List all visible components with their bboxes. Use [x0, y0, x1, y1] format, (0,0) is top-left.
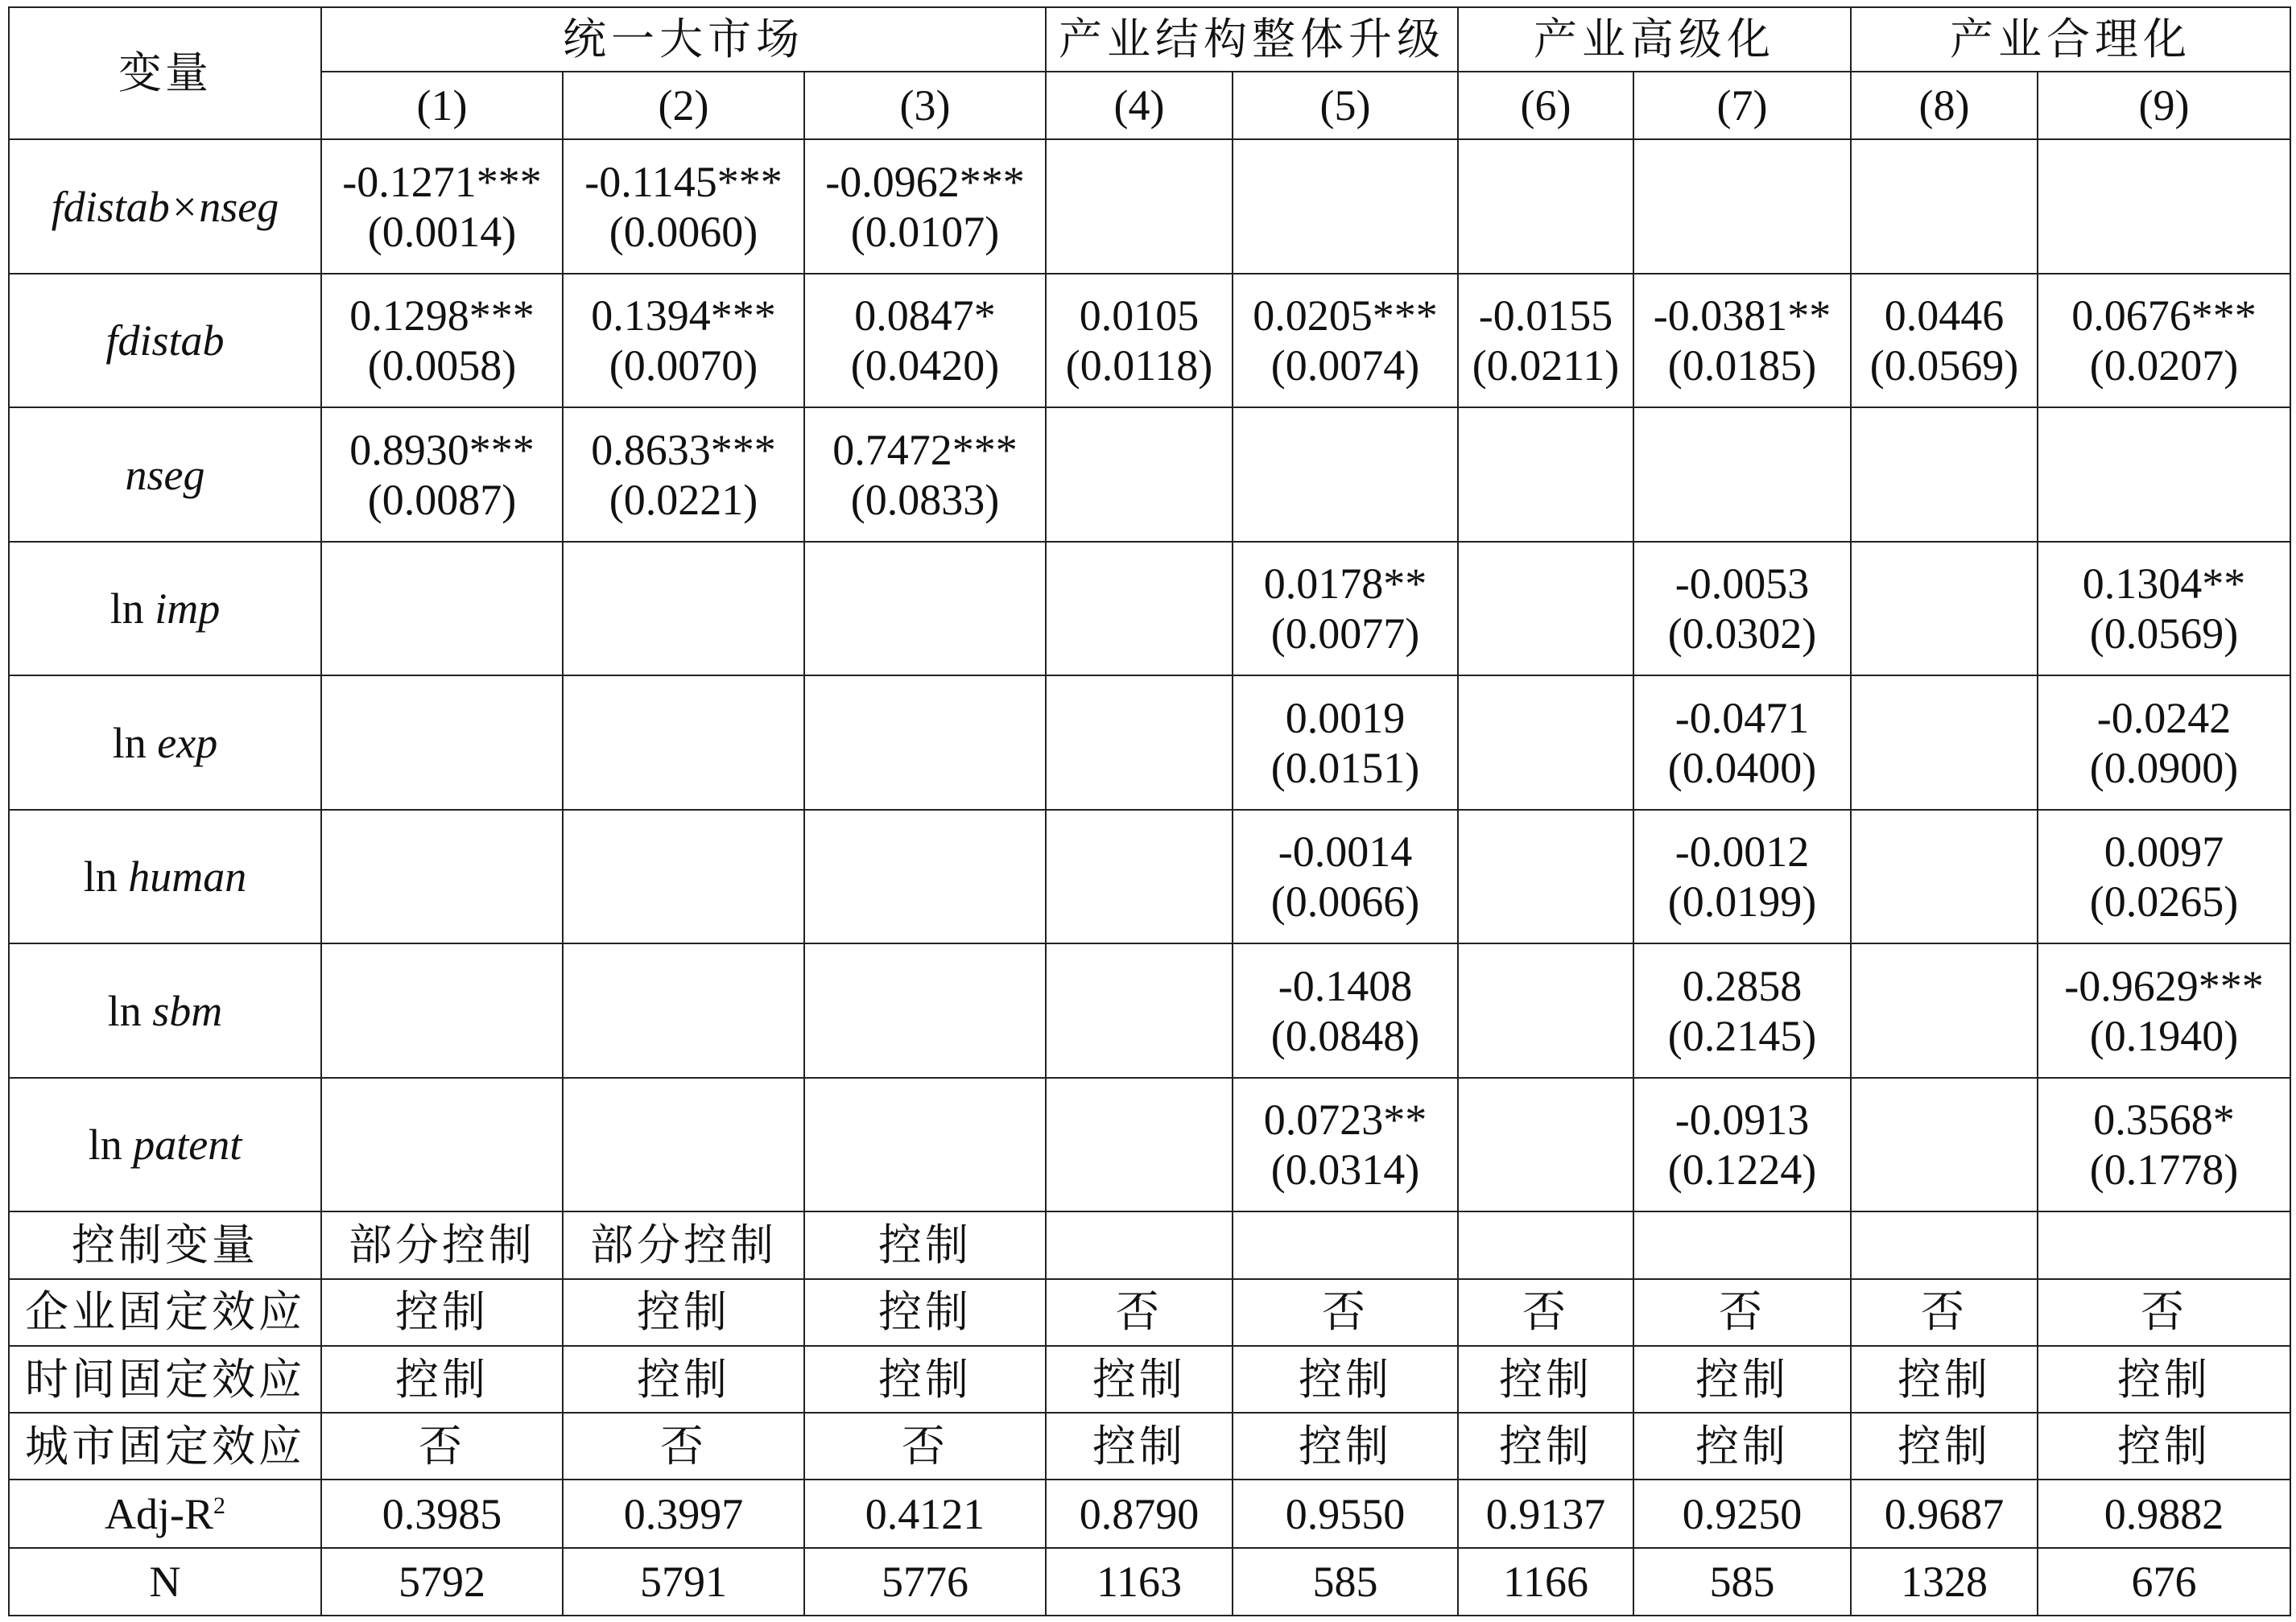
coefficient: -0.0913: [1675, 1096, 1810, 1145]
coef-cell: [321, 943, 563, 1078]
coef-cell: [1633, 139, 1851, 274]
control-cell: 控制: [804, 1346, 1046, 1413]
coefficient: -0.1271***: [342, 157, 542, 206]
coef-cell: [2038, 542, 2290, 676]
coef-cell: [804, 810, 1046, 944]
stat-cell: 585: [1233, 1548, 1458, 1616]
coefficient: 0.8633***: [591, 425, 776, 474]
coefficient: 0.0847*: [854, 291, 996, 340]
coef-cell: [1458, 810, 1633, 944]
coef-cell: [1851, 274, 2038, 408]
std-error: (0.0569): [2089, 609, 2239, 658]
control-cell: 否: [1458, 1279, 1633, 1346]
coef-cell: [1633, 810, 1851, 944]
coefficient: -0.0962***: [825, 157, 1025, 206]
coef-cell: [2038, 407, 2290, 542]
coef-cell: [1851, 943, 2038, 1078]
coef-cell: [1458, 675, 1633, 810]
coef-row: [9, 675, 2290, 810]
ln-prefix: ln: [109, 584, 155, 634]
variable-name: imp: [155, 584, 221, 634]
control-cell: 控制: [321, 1346, 563, 1413]
coef-cell: [1458, 1078, 1633, 1212]
coef-cell: [1633, 943, 1851, 1078]
coef-cell: [1046, 274, 1233, 408]
variable-label: [9, 274, 321, 408]
coef-cell: [563, 139, 804, 274]
coef-cell: [804, 542, 1046, 676]
column-number: (7): [1633, 72, 1851, 139]
regression-table: [8, 6, 2291, 1616]
coefficient: 0.0723**: [1263, 1096, 1427, 1145]
coef-row: [9, 810, 2290, 944]
coef-cell: [1633, 542, 1851, 676]
group-header: 产业高级化: [1458, 7, 1851, 72]
control-cell: 控制: [1233, 1346, 1458, 1413]
coef-cell: [1046, 542, 1233, 676]
coef-cell: [321, 1078, 563, 1212]
coef-cell: [804, 943, 1046, 1078]
std-error: (0.0014): [367, 207, 517, 256]
std-error: (0.0211): [1472, 341, 1620, 390]
control-cell: 否: [1851, 1279, 2038, 1346]
coefficient: -0.0155: [1478, 291, 1613, 340]
variable-name: patent: [133, 1121, 242, 1170]
variable-label: [9, 542, 321, 676]
control-cell: 控制: [1851, 1413, 2038, 1480]
coef-cell: [1046, 407, 1233, 542]
std-error: (0.0058): [367, 341, 517, 390]
coefficient: 0.1394***: [591, 291, 776, 340]
coef-cell: [1851, 675, 2038, 810]
variable-name: nseg: [125, 450, 205, 499]
coef-row: [9, 943, 2290, 1078]
control-cell: [2038, 1211, 2290, 1278]
coef-cell: [804, 1078, 1046, 1212]
column-number: (4): [1046, 72, 1233, 139]
control-label: 控制变量: [9, 1211, 321, 1278]
coef-cell: [321, 542, 563, 676]
std-error: (0.0185): [1667, 341, 1817, 390]
coef-cell: [804, 274, 1046, 408]
std-error: (0.0900): [2089, 743, 2239, 792]
stat-cell: 5776: [804, 1548, 1046, 1616]
coefficient: 0.0178**: [1263, 559, 1427, 609]
std-error: (0.1224): [1667, 1145, 1817, 1195]
coefficient: 0.8930***: [349, 425, 535, 474]
coef-cell: [1233, 274, 1458, 408]
coef-cell: [2038, 810, 2290, 944]
control-cell: 控制: [1851, 1346, 2038, 1413]
std-error: (0.0070): [609, 341, 758, 390]
header-row-columns: [9, 72, 2290, 139]
stat-cell: 0.3997: [563, 1480, 804, 1547]
variable-name: fdistab×nseg: [51, 182, 279, 231]
coefficient: 0.2858: [1682, 961, 1803, 1010]
control-label: 企业固定效应: [9, 1279, 321, 1346]
coef-cell: [321, 274, 563, 408]
coefficient: -0.0012: [1675, 828, 1810, 877]
coef-cell: [1233, 943, 1458, 1078]
control-cell: 控制: [1458, 1413, 1633, 1480]
coef-cell: [563, 274, 804, 408]
variable-header: 变量: [9, 7, 321, 139]
coefficient: 0.0205***: [1253, 291, 1438, 340]
coef-cell: [321, 675, 563, 810]
std-error: (0.1940): [2089, 1011, 2239, 1060]
stat-cell: 5791: [563, 1548, 804, 1616]
coef-row: [9, 1078, 2290, 1212]
control-cell: 控制: [1046, 1346, 1233, 1413]
std-error: (0.0848): [1270, 1011, 1420, 1060]
control-cell: 否: [321, 1413, 563, 1480]
coef-cell: [563, 542, 804, 676]
stat-cell: 0.3985: [321, 1480, 563, 1547]
coefficient: 0.0019: [1285, 693, 1406, 742]
coef-cell: [1851, 407, 2038, 542]
std-error: (0.0118): [1065, 341, 1213, 390]
std-error: (0.1778): [2089, 1145, 2239, 1195]
control-cell: 控制: [804, 1211, 1046, 1278]
control-cell: 否: [1046, 1279, 1233, 1346]
coef-cell: [1851, 139, 2038, 274]
coef-cell: [1233, 1078, 1458, 1212]
coef-cell: [1233, 139, 1458, 274]
control-cell: 控制: [1633, 1346, 1851, 1413]
column-number: (8): [1851, 72, 2038, 139]
variable-name: exp: [157, 718, 218, 767]
variable-label: [9, 1078, 321, 1212]
group-header: 产业合理化: [1851, 7, 2290, 72]
coefficient: -0.0381**: [1653, 291, 1831, 340]
coef-cell: [1633, 407, 1851, 542]
coef-cell: [2038, 274, 2290, 408]
table-body: [9, 7, 2290, 1616]
stat-cell: 1163: [1046, 1548, 1233, 1616]
column-number: (6): [1458, 72, 1633, 139]
control-cell: 否: [563, 1413, 804, 1480]
coef-cell: [1046, 1078, 1233, 1212]
control-cell: 否: [2038, 1279, 2290, 1346]
std-error: (0.0199): [1667, 877, 1817, 927]
stat-cell: 0.8790: [1046, 1480, 1233, 1547]
variable-name: human: [128, 852, 247, 902]
stat-label-sup: 2: [213, 1492, 225, 1519]
variable-label: [9, 139, 321, 274]
coefficient: 0.1298***: [349, 291, 535, 340]
std-error: (0.0207): [2089, 341, 2239, 390]
control-cell: 部分控制: [321, 1211, 563, 1278]
coefficient: 0.0105: [1079, 291, 1200, 340]
std-error: (0.0569): [1869, 341, 2019, 390]
coef-row: [9, 542, 2290, 676]
std-error: (0.0151): [1270, 743, 1420, 792]
control-cell: 控制: [563, 1279, 804, 1346]
control-cell: 控制: [321, 1279, 563, 1346]
stat-cell: 676: [2038, 1548, 2290, 1616]
control-row: [9, 1211, 2290, 1278]
stat-row: [9, 1480, 2290, 1547]
coefficient: 0.1304**: [2082, 559, 2246, 609]
control-cell: 控制: [2038, 1346, 2290, 1413]
coef-cell: [1458, 542, 1633, 676]
coefficient: -0.9629***: [2064, 961, 2264, 1010]
coef-cell: [563, 810, 804, 944]
coef-cell: [1851, 1078, 2038, 1212]
variable-label: [9, 675, 321, 810]
coef-cell: [1233, 407, 1458, 542]
coef-cell: [1851, 542, 2038, 676]
control-row: [9, 1279, 2290, 1346]
coef-cell: [1851, 810, 2038, 944]
control-cell: 控制: [1233, 1413, 1458, 1480]
std-error: (0.0066): [1270, 877, 1420, 927]
coef-cell: [321, 407, 563, 542]
ln-prefix: ln: [112, 718, 158, 767]
coef-cell: [1633, 1078, 1851, 1212]
coef-cell: [1233, 542, 1458, 676]
coef-row: [9, 407, 2290, 542]
group-header: 统一大市场: [321, 7, 1046, 72]
coef-row: [9, 139, 2290, 274]
coefficient: 0.3568*: [2093, 1096, 2235, 1145]
group-header: 产业结构整体升级: [1046, 7, 1458, 72]
stat-cell: 1328: [1851, 1548, 2038, 1616]
control-cell: 控制: [1458, 1346, 1633, 1413]
coef-cell: [804, 139, 1046, 274]
coef-cell: [1233, 675, 1458, 810]
control-row: [9, 1346, 2290, 1413]
control-cell: [1851, 1211, 2038, 1278]
coefficient: -0.0471: [1675, 693, 1810, 742]
std-error: (0.0087): [367, 475, 517, 524]
control-cell: 否: [1633, 1279, 1851, 1346]
control-cell: 否: [804, 1413, 1046, 1480]
coef-cell: [1233, 810, 1458, 944]
control-cell: 否: [1233, 1279, 1458, 1346]
variable-label: [9, 407, 321, 542]
coef-cell: [563, 407, 804, 542]
coef-cell: [563, 675, 804, 810]
coef-cell: [2038, 943, 2290, 1078]
control-cell: 控制: [563, 1346, 804, 1413]
coefficient: -0.0242: [2096, 693, 2232, 742]
std-error: (0.0400): [1667, 743, 1817, 792]
control-cell: 控制: [804, 1279, 1046, 1346]
stat-cell: 0.4121: [804, 1480, 1046, 1547]
control-label: 时间固定效应: [9, 1346, 321, 1413]
stat-cell: 0.9550: [1233, 1480, 1458, 1547]
coef-cell: [804, 407, 1046, 542]
std-error: (0.0420): [850, 341, 1000, 390]
coefficient: 0.0446: [1884, 291, 2005, 340]
coef-cell: [804, 675, 1046, 810]
coef-cell: [1046, 139, 1233, 274]
stat-cell: 0.9250: [1633, 1480, 1851, 1547]
stat-cell: 1166: [1458, 1548, 1633, 1616]
stat-cell: 0.9137: [1458, 1480, 1633, 1547]
variable-label: [9, 943, 321, 1078]
coef-cell: [1458, 274, 1633, 408]
coefficient: -0.0053: [1675, 559, 1810, 609]
variable-label: [9, 810, 321, 944]
column-number: (5): [1233, 72, 1458, 139]
coef-cell: [1046, 943, 1233, 1078]
control-cell: 控制: [1633, 1413, 1851, 1480]
coefficient: -0.0014: [1278, 828, 1413, 877]
std-error: (0.0265): [2089, 877, 2239, 927]
std-error: (0.0077): [1270, 609, 1420, 658]
std-error: (0.2145): [1667, 1011, 1817, 1060]
coef-row: [9, 274, 2290, 408]
coef-cell: [1633, 675, 1851, 810]
control-cell: 控制: [2038, 1413, 2290, 1480]
coefficient: 0.0097: [2104, 828, 2224, 877]
coefficient: -0.1408: [1278, 961, 1413, 1010]
control-cell: 部分控制: [563, 1211, 804, 1278]
coef-cell: [321, 810, 563, 944]
column-number: (1): [321, 72, 563, 139]
coefficient: 0.0676***: [2071, 291, 2257, 340]
std-error: (0.0221): [609, 475, 758, 524]
stat-cell: 0.9687: [1851, 1480, 2038, 1547]
coefficient: 0.7472***: [832, 425, 1018, 474]
std-error: (0.0833): [850, 475, 1000, 524]
stat-row: [9, 1548, 2290, 1616]
stat-cell: 5792: [321, 1548, 563, 1616]
ln-prefix: ln: [107, 986, 153, 1035]
std-error: (0.0302): [1667, 609, 1817, 658]
control-cell: [1458, 1211, 1633, 1278]
std-error: (0.0314): [1270, 1145, 1420, 1195]
std-error: (0.0074): [1270, 341, 1420, 390]
coef-cell: [563, 943, 804, 1078]
coef-cell: [1458, 407, 1633, 542]
control-cell: 控制: [1046, 1413, 1233, 1480]
coef-cell: [1046, 810, 1233, 944]
control-cell: [1633, 1211, 1851, 1278]
column-number: (2): [563, 72, 804, 139]
std-error: (0.0107): [850, 207, 1000, 256]
coef-cell: [563, 1078, 804, 1212]
control-cell: [1046, 1211, 1233, 1278]
stat-cell: 585: [1633, 1548, 1851, 1616]
control-cell: [1233, 1211, 1458, 1278]
ln-prefix: ln: [88, 1121, 134, 1170]
stat-label: N: [9, 1548, 321, 1616]
coef-cell: [1458, 943, 1633, 1078]
coef-cell: [1046, 675, 1233, 810]
control-row: [9, 1413, 2290, 1480]
column-number: (9): [2038, 72, 2290, 139]
coef-cell: [1458, 139, 1633, 274]
variable-name: fdistab: [105, 316, 225, 365]
coefficient: -0.1145***: [584, 157, 783, 206]
header-row-groups: [9, 7, 2290, 72]
coef-cell: [2038, 1078, 2290, 1212]
coef-cell: [2038, 139, 2290, 274]
std-error: (0.0060): [609, 207, 758, 256]
variable-name: sbm: [152, 986, 223, 1035]
coef-cell: [2038, 675, 2290, 810]
stat-label: Adj-$R^2$: [9, 1480, 321, 1547]
column-number: (3): [804, 72, 1046, 139]
coef-cell: [321, 139, 563, 274]
coef-cell: [1633, 274, 1851, 408]
control-label: 城市固定效应: [9, 1413, 321, 1480]
stat-cell: 0.9882: [2038, 1480, 2290, 1547]
ln-prefix: ln: [83, 852, 129, 902]
